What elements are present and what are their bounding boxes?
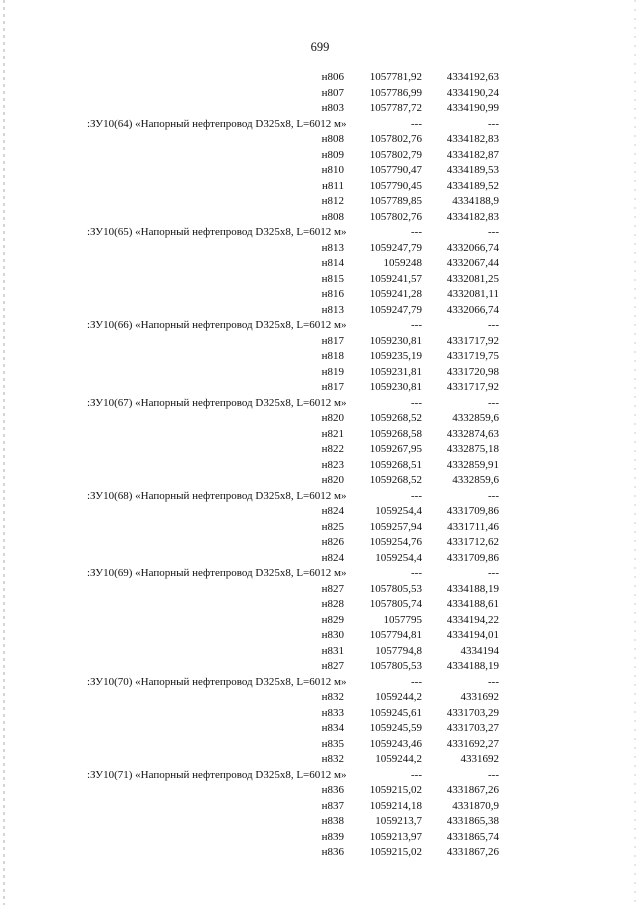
section-caption: :ЗУ10(65) «Напорный нефтепровод D325x8, L=6012 м» — [87, 226, 347, 238]
point-id: н807 — [321, 86, 344, 99]
point-id: н810 — [321, 164, 344, 176]
y-coordinate: 4332874,63 — [446, 427, 499, 440]
coordinate-row — [60, 473, 499, 489]
dash-x: --- — [411, 226, 422, 238]
dash-y: --- — [488, 226, 499, 238]
dash-y: --- — [488, 768, 499, 781]
x-coordinate: 1059213,97 — [369, 830, 422, 843]
point-id: н821 — [321, 427, 344, 440]
x-coordinate: 1057805,53 — [369, 582, 422, 595]
x-coordinate: 1059215,02 — [369, 846, 422, 858]
y-coordinate: 4334182,87 — [446, 148, 499, 161]
x-coordinate: 1059245,61 — [369, 706, 422, 719]
section-caption-row — [60, 489, 499, 505]
coordinate-row — [60, 613, 499, 629]
y-coordinate: 4331867,26 — [446, 784, 499, 796]
x-coordinate: 1059257,94 — [369, 520, 422, 533]
dash-y: --- — [488, 396, 499, 409]
point-id: н835 — [321, 737, 344, 750]
section-caption: :ЗУ10(70) «Напорный нефтепровод D325x8, L=6012 м» — [87, 675, 347, 688]
coordinate-row — [60, 380, 499, 396]
coordinate-row — [60, 179, 499, 195]
coordinate-row — [60, 427, 499, 443]
point-id: н817 — [321, 381, 344, 393]
x-coordinate: 1059268,58 — [369, 427, 422, 440]
point-id: н819 — [321, 365, 344, 378]
coordinates-table — [60, 70, 499, 861]
coordinate-row — [60, 706, 499, 722]
y-coordinate: 4334194,01 — [446, 629, 499, 641]
point-id: н829 — [321, 613, 344, 626]
coordinate-row — [60, 241, 499, 257]
x-coordinate: 1057781,92 — [369, 71, 422, 83]
dash-y: --- — [488, 675, 499, 688]
section-caption-row — [60, 117, 499, 133]
coordinate-row — [60, 520, 499, 536]
x-coordinate: 1059247,79 — [369, 303, 422, 316]
coordinate-row — [60, 597, 499, 613]
scan-edge-left — [3, 0, 5, 905]
point-id: н836 — [321, 784, 344, 796]
section-caption: :ЗУ10(66) «Напорный нефтепровод D325x8, L=6012 м» — [87, 319, 347, 331]
y-coordinate: 4331692,27 — [446, 737, 499, 750]
dash-x: --- — [411, 319, 422, 331]
point-id: н816 — [321, 288, 344, 300]
section-caption-row — [60, 566, 499, 582]
coordinate-row — [60, 194, 499, 210]
page-number: 699 — [310, 40, 330, 54]
coordinate-row — [60, 752, 499, 768]
x-coordinate: 1057802,76 — [369, 210, 422, 223]
section-caption-row — [60, 768, 499, 784]
coordinate-row — [60, 644, 499, 660]
x-coordinate: 1059241,28 — [369, 288, 422, 300]
y-coordinate: 4331870,9 — [452, 799, 499, 812]
y-coordinate: 4332859,91 — [446, 458, 499, 471]
dash-x: --- — [411, 675, 422, 688]
point-id: н822 — [321, 443, 344, 455]
y-coordinate: 4334182,83 — [446, 133, 499, 145]
point-id: н836 — [321, 846, 344, 858]
y-coordinate: 4331709,86 — [446, 551, 499, 564]
dash-y: --- — [488, 319, 499, 331]
coordinate-row — [60, 86, 499, 102]
y-coordinate: 4331867,26 — [446, 846, 499, 858]
x-coordinate: 1059247,79 — [369, 241, 422, 254]
coordinate-row — [60, 411, 499, 427]
dash-x: --- — [411, 768, 422, 781]
coordinate-row — [60, 690, 499, 706]
y-coordinate: 4331692 — [460, 753, 499, 765]
coordinate-row — [60, 737, 499, 753]
section-caption-row — [60, 396, 499, 412]
point-id: н823 — [321, 458, 344, 471]
point-id: н806 — [321, 71, 344, 83]
y-coordinate: 4334194,22 — [446, 613, 499, 626]
y-coordinate: 4331712,62 — [446, 536, 499, 548]
coordinate-row — [60, 535, 499, 551]
y-coordinate: 4332067,44 — [446, 257, 499, 269]
x-coordinate: 1059215,02 — [369, 784, 422, 796]
point-id: н815 — [321, 272, 344, 285]
point-id: н824 — [321, 551, 344, 564]
x-coordinate: 1059214,18 — [369, 799, 422, 812]
section-caption-row — [60, 318, 499, 334]
x-coordinate: 1059235,19 — [369, 350, 422, 362]
x-coordinate: 1057794,8 — [375, 644, 422, 657]
coordinate-row — [60, 303, 499, 319]
coordinate-row — [60, 628, 499, 644]
coordinate-row — [60, 659, 499, 675]
y-coordinate: 4334194 — [460, 644, 499, 657]
point-id: н817 — [321, 334, 344, 347]
point-id: н839 — [321, 830, 344, 843]
coordinate-row — [60, 365, 499, 381]
x-coordinate: 1057794,81 — [369, 629, 422, 641]
point-id: н827 — [321, 660, 344, 672]
y-coordinate: 4334192,63 — [446, 71, 499, 83]
coordinate-row — [60, 783, 499, 799]
coordinate-row — [60, 458, 499, 474]
point-id: н826 — [321, 536, 344, 548]
coordinate-row — [60, 70, 499, 86]
point-id: н837 — [321, 799, 344, 812]
point-id: н831 — [321, 644, 344, 657]
point-id: н813 — [321, 241, 344, 254]
coordinate-row — [60, 504, 499, 520]
dash-y: --- — [488, 489, 499, 502]
point-id: н813 — [321, 303, 344, 316]
section-caption: :ЗУ10(67) «Напорный нефтепровод D325x8, L=6012 м» — [87, 396, 347, 409]
x-coordinate: 1059243,46 — [369, 737, 422, 750]
y-coordinate: 4334188,19 — [446, 660, 499, 672]
x-coordinate: 1059268,52 — [369, 412, 422, 424]
x-coordinate: 1059231,81 — [369, 365, 422, 378]
y-coordinate: 4331717,92 — [446, 334, 499, 347]
point-id: н809 — [321, 148, 344, 161]
y-coordinate: 4331711,46 — [447, 520, 499, 533]
coordinate-row — [60, 830, 499, 846]
point-id: н833 — [321, 706, 344, 719]
x-coordinate: 1057802,76 — [369, 133, 422, 145]
x-coordinate: 1059254,4 — [375, 551, 422, 564]
y-coordinate: 4332066,74 — [446, 303, 499, 316]
x-coordinate: 1059268,52 — [369, 474, 422, 486]
y-coordinate: 4331717,92 — [446, 381, 499, 393]
point-id: н820 — [321, 412, 344, 424]
point-id: н811 — [322, 179, 344, 192]
section-caption: :ЗУ10(71) «Напорный нефтепровод D325x8, L=6012 м» — [87, 768, 347, 781]
x-coordinate: 1059244,2 — [375, 753, 422, 765]
y-coordinate: 4334190,24 — [446, 86, 499, 99]
x-coordinate: 1059213,7 — [375, 815, 422, 827]
section-caption: :ЗУ10(64) «Напорный нефтепровод D325x8, L=6012 м» — [87, 117, 347, 130]
coordinate-row — [60, 442, 499, 458]
point-id: н832 — [321, 753, 344, 765]
coordinate-row — [60, 582, 499, 598]
coordinate-row — [60, 287, 499, 303]
x-coordinate: 1059245,59 — [369, 722, 422, 734]
x-coordinate: 1057790,47 — [369, 164, 422, 176]
dash-x: --- — [411, 489, 422, 502]
section-caption-row — [60, 225, 499, 241]
y-coordinate: 4332859,6 — [452, 474, 499, 486]
coordinate-row — [60, 349, 499, 365]
x-coordinate: 1057802,79 — [369, 148, 422, 161]
y-coordinate: 4331720,98 — [446, 365, 499, 378]
y-coordinate: 4331703,29 — [446, 706, 499, 719]
x-coordinate: 1057795 — [383, 613, 422, 626]
dash-x: --- — [411, 117, 422, 130]
y-coordinate: 4332066,74 — [446, 241, 499, 254]
coordinate-row — [60, 814, 499, 830]
y-coordinate: 4332875,18 — [446, 443, 499, 455]
coordinate-row — [60, 334, 499, 350]
x-coordinate: 1057789,85 — [369, 195, 422, 207]
y-coordinate: 4331703,27 — [446, 722, 499, 734]
y-coordinate: 4332859,6 — [452, 412, 499, 424]
point-id: н838 — [321, 815, 344, 827]
y-coordinate: 4334188,9 — [452, 195, 499, 207]
x-coordinate: 1059241,57 — [369, 272, 422, 285]
point-id: н830 — [321, 629, 344, 641]
coordinate-row — [60, 132, 499, 148]
y-coordinate: 4334190,99 — [446, 102, 499, 114]
coordinate-row — [60, 148, 499, 164]
point-id: н803 — [321, 102, 344, 114]
section-caption: :ЗУ10(69) «Напорный нефтепровод D325x8, L=6012 м» — [87, 567, 347, 579]
y-coordinate: 4332081,11 — [447, 288, 499, 300]
coordinate-row — [60, 799, 499, 815]
coordinate-row — [60, 845, 499, 861]
y-coordinate: 4334188,61 — [446, 598, 499, 610]
point-id: н828 — [321, 598, 344, 610]
x-coordinate: 1059230,81 — [369, 381, 422, 393]
dash-x: --- — [411, 396, 422, 409]
x-coordinate: 1059254,4 — [375, 505, 422, 517]
coordinate-row — [60, 210, 499, 226]
point-id: н808 — [321, 210, 344, 223]
point-id: н812 — [321, 195, 344, 207]
x-coordinate: 1057786,99 — [369, 86, 422, 99]
coordinate-row — [60, 721, 499, 737]
x-coordinate: 1057787,72 — [369, 102, 422, 114]
y-coordinate: 4334188,19 — [446, 582, 499, 595]
x-coordinate: 1059244,2 — [375, 691, 422, 703]
x-coordinate: 1059267,95 — [369, 443, 422, 455]
point-id: н827 — [321, 582, 344, 595]
scan-edge-right — [634, 0, 636, 905]
y-coordinate: 4334189,52 — [446, 179, 499, 192]
coordinate-row — [60, 551, 499, 567]
dash-y: --- — [488, 117, 499, 130]
point-id: н834 — [321, 722, 344, 734]
y-coordinate: 4331692 — [460, 691, 499, 703]
point-id: н818 — [321, 350, 344, 362]
y-coordinate: 4331865,74 — [446, 830, 499, 843]
y-coordinate: 4334182,83 — [446, 210, 499, 223]
x-coordinate: 1057790,45 — [369, 179, 422, 192]
x-coordinate: 1059248 — [383, 257, 422, 269]
y-coordinate: 4331865,38 — [446, 815, 499, 827]
x-coordinate: 1059254,76 — [369, 536, 422, 548]
y-coordinate: 4332081,25 — [446, 272, 499, 285]
point-id: н824 — [321, 505, 344, 517]
point-id: н832 — [321, 691, 344, 703]
section-caption: :ЗУ10(68) «Напорный нефтепровод D325x8, L=6012 м» — [87, 489, 347, 502]
x-coordinate: 1057805,53 — [369, 660, 422, 672]
coordinate-row — [60, 272, 499, 288]
x-coordinate: 1059230,81 — [369, 334, 422, 347]
dash-x: --- — [411, 567, 422, 579]
x-coordinate: 1059268,51 — [369, 458, 422, 471]
section-caption-row — [60, 675, 499, 691]
point-id: н820 — [321, 474, 344, 486]
y-coordinate: 4331719,75 — [446, 350, 499, 362]
coordinate-row — [60, 101, 499, 117]
coordinate-row — [60, 256, 499, 272]
point-id: н814 — [321, 257, 344, 269]
y-coordinate: 4331709,86 — [446, 505, 499, 517]
coordinate-row — [60, 163, 499, 179]
dash-y: --- — [488, 567, 499, 579]
x-coordinate: 1057805,74 — [369, 598, 422, 610]
point-id: н808 — [321, 133, 344, 145]
point-id: н825 — [321, 520, 344, 533]
y-coordinate: 4334189,53 — [446, 164, 499, 176]
